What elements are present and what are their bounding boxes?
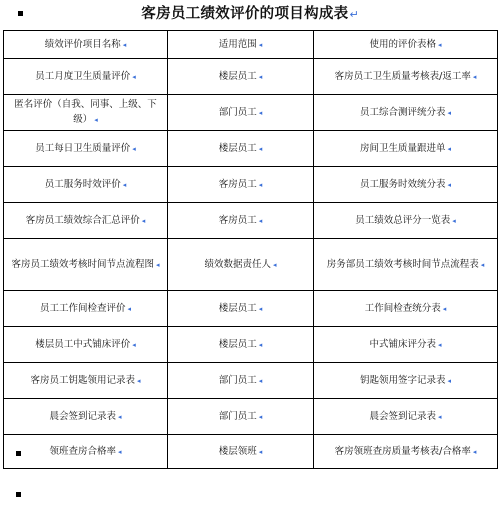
cell-end-mark-icon: ◂ bbox=[438, 340, 442, 349]
cell-end-mark-icon: ◂ bbox=[438, 412, 442, 421]
table-cell-item bbox=[4, 363, 168, 399]
cell-end-mark-icon: ◂ bbox=[132, 144, 136, 153]
cell-end-mark-icon: ◂ bbox=[156, 260, 160, 269]
table-row bbox=[4, 363, 498, 399]
cell-text-scope: 楼层员工 bbox=[218, 338, 257, 350]
cell-end-mark-icon: ◂ bbox=[258, 447, 263, 456]
cell-end-mark-icon: ◂ bbox=[452, 216, 456, 225]
table-cell-scope bbox=[168, 435, 314, 469]
cell-text-item: 领班查房合格率 bbox=[49, 445, 116, 457]
table-row bbox=[4, 131, 498, 167]
table-cell-form bbox=[314, 291, 498, 327]
table-cell-item bbox=[4, 435, 168, 469]
table-cell-form bbox=[314, 239, 498, 291]
cell-text-item: 员工每日卫生质量评价 bbox=[35, 142, 131, 154]
cell-text-form: 晨会签到记录表 bbox=[369, 410, 436, 422]
cell-text-form: 房间卫生质量跟进单 bbox=[359, 142, 446, 154]
cell-end-mark-icon: ◂ bbox=[137, 376, 141, 385]
table-cell-scope bbox=[168, 203, 314, 239]
cell-end-mark-icon: ◂ bbox=[472, 447, 477, 456]
cell-text-form: 中式铺床评分表 bbox=[369, 338, 436, 350]
cell-text-item: 员工工作间检查评价 bbox=[39, 302, 126, 314]
cell-text-scope: 绩效数据责任人 bbox=[204, 258, 271, 270]
table-cell-form bbox=[314, 95, 498, 131]
table-cell-scope bbox=[168, 291, 314, 327]
title-line bbox=[0, 3, 500, 23]
cell-text-scope: 部门员工 bbox=[218, 410, 257, 422]
table-cell-form bbox=[314, 131, 498, 167]
cell-text-form: 工作间检查统分表 bbox=[364, 302, 441, 314]
cell-end-mark-icon: ◂ bbox=[447, 376, 452, 385]
cell-text-form: 员工综合测评统分表 bbox=[359, 106, 446, 118]
cell-text-scope: 客房员工 bbox=[218, 178, 257, 190]
table-cell-form bbox=[314, 363, 498, 399]
bullet-marker bbox=[16, 492, 21, 497]
cell-end-mark-icon: ◂ bbox=[258, 180, 263, 189]
cell-end-mark-icon: ◂ bbox=[447, 180, 452, 189]
cell-text-scope: 部门员工 bbox=[218, 374, 257, 386]
cell-end-mark-icon: ◂ bbox=[94, 116, 98, 124]
cell-end-mark-icon: ◂ bbox=[118, 447, 122, 456]
cell-end-mark-icon: ◂ bbox=[258, 412, 263, 421]
table-cell-form bbox=[314, 399, 498, 435]
cell-text-scope: 楼层领班 bbox=[218, 445, 257, 457]
cell-end-mark-icon: ◂ bbox=[258, 108, 263, 117]
cell-end-mark-icon: ◂ bbox=[132, 340, 136, 349]
table-row bbox=[4, 399, 498, 435]
table-row bbox=[4, 435, 498, 469]
header-form-cell bbox=[314, 31, 498, 59]
table-cell-scope bbox=[168, 95, 314, 131]
table-cell-form bbox=[314, 327, 498, 363]
cell-end-mark-icon: ◂ bbox=[258, 340, 263, 349]
header-scope-cell bbox=[168, 31, 314, 59]
cell-text-item: 员工月度卫生质量评价 bbox=[35, 70, 131, 82]
table-cell-scope bbox=[168, 239, 314, 291]
table-header-row bbox=[4, 31, 498, 59]
cell-text-scope: 楼层员工 bbox=[218, 302, 257, 314]
table-row bbox=[4, 291, 498, 327]
table-cell-scope bbox=[168, 327, 314, 363]
cell-text-scope: 部门员工 bbox=[218, 106, 257, 118]
cell-text-form: 员工绩效总评分一览表 bbox=[355, 214, 451, 226]
cell-end-mark-icon: ◂ bbox=[472, 72, 477, 81]
cell-text-item: 客房员工绩效考核时间节点流程图 bbox=[11, 258, 154, 270]
cell-end-mark-icon: ◂ bbox=[258, 40, 263, 49]
table-cell-item bbox=[4, 291, 168, 327]
cell-text-item: 员工服务时效评价 bbox=[44, 178, 121, 190]
table-cell-form bbox=[314, 59, 498, 95]
header-item-cell bbox=[4, 31, 168, 59]
cell-end-mark-icon: ◂ bbox=[480, 260, 485, 269]
evaluation-table bbox=[3, 30, 498, 469]
cell-end-mark-icon: ◂ bbox=[442, 304, 447, 313]
cell-text-item: 客房员工绩效综合汇总评价 bbox=[25, 214, 140, 226]
table-cell-scope bbox=[168, 59, 314, 95]
cell-end-mark-icon: ◂ bbox=[447, 108, 452, 117]
header-scope-label: 适用范围 bbox=[218, 38, 257, 50]
table-row bbox=[4, 167, 498, 203]
cell-end-mark-icon: ◂ bbox=[258, 304, 263, 313]
cell-end-mark-icon: ◂ bbox=[258, 216, 263, 225]
header-form-label: 使用的评价表格 bbox=[369, 38, 436, 50]
cell-end-mark-icon: ◂ bbox=[132, 72, 136, 81]
cell-text-form: 客房领班查房质量考核表/合格率 bbox=[334, 445, 471, 457]
cell-text-item: 晨会签到记录表 bbox=[49, 410, 116, 422]
cell-end-mark-icon: ◂ bbox=[122, 40, 127, 49]
table-row bbox=[4, 239, 498, 291]
cell-end-mark-icon: ◂ bbox=[438, 40, 442, 49]
cell-text-item: 匿名评价（自我、同事、上级、下级） bbox=[14, 99, 157, 125]
table-row bbox=[4, 327, 498, 363]
document-title: 客房员工绩效评价的项目构成表 bbox=[141, 6, 349, 22]
cell-end-mark-icon: ◂ bbox=[258, 72, 263, 81]
table-cell-item bbox=[4, 239, 168, 291]
table-cell-scope bbox=[168, 131, 314, 167]
cell-end-mark-icon: ◂ bbox=[258, 376, 263, 385]
cell-end-mark-icon: ◂ bbox=[141, 216, 146, 225]
cell-text-scope: 楼层员工 bbox=[218, 142, 257, 154]
cell-end-mark-icon: ◂ bbox=[258, 144, 263, 153]
table-cell-item bbox=[4, 59, 168, 95]
cell-text-scope: 楼层员工 bbox=[218, 70, 257, 82]
table-cell-item bbox=[4, 203, 168, 239]
header-item-label: 绩效评价项目名称 bbox=[44, 38, 121, 50]
cell-end-mark-icon: ◂ bbox=[447, 144, 452, 153]
cell-end-mark-icon: ◂ bbox=[118, 412, 122, 421]
cell-text-form: 钥匙领用签字记录表 bbox=[359, 374, 446, 386]
cell-text-scope: 客房员工 bbox=[218, 214, 257, 226]
cell-text-item: 楼层员工中式铺床评价 bbox=[35, 338, 131, 350]
table-cell-item bbox=[4, 95, 168, 131]
cell-text-item: 客房员工钥匙领用记录表 bbox=[30, 374, 135, 386]
table-row bbox=[4, 59, 498, 95]
table-cell-scope bbox=[168, 167, 314, 203]
cell-end-mark-icon: ◂ bbox=[273, 260, 277, 269]
table-cell-item bbox=[4, 131, 168, 167]
cell-text-form: 客房员工卫生质量考核表/返工率 bbox=[334, 70, 471, 82]
table-cell-item bbox=[4, 327, 168, 363]
table-row bbox=[4, 203, 498, 239]
cell-text-form: 房务部员工绩效考核时间节点流程表 bbox=[326, 258, 479, 270]
cell-end-mark-icon: ◂ bbox=[127, 304, 132, 313]
table-cell-scope bbox=[168, 399, 314, 435]
table-cell-item bbox=[4, 167, 168, 203]
table-cell-form bbox=[314, 435, 498, 469]
table-cell-item bbox=[4, 399, 168, 435]
table-cell-form bbox=[314, 167, 498, 203]
paragraph-mark-icon: ↵ bbox=[349, 8, 359, 21]
cell-text-form: 员工服务时效统分表 bbox=[359, 178, 446, 190]
table-cell-form bbox=[314, 203, 498, 239]
table-cell-scope bbox=[168, 363, 314, 399]
cell-end-mark-icon: ◂ bbox=[122, 180, 127, 189]
table-row bbox=[4, 95, 498, 131]
